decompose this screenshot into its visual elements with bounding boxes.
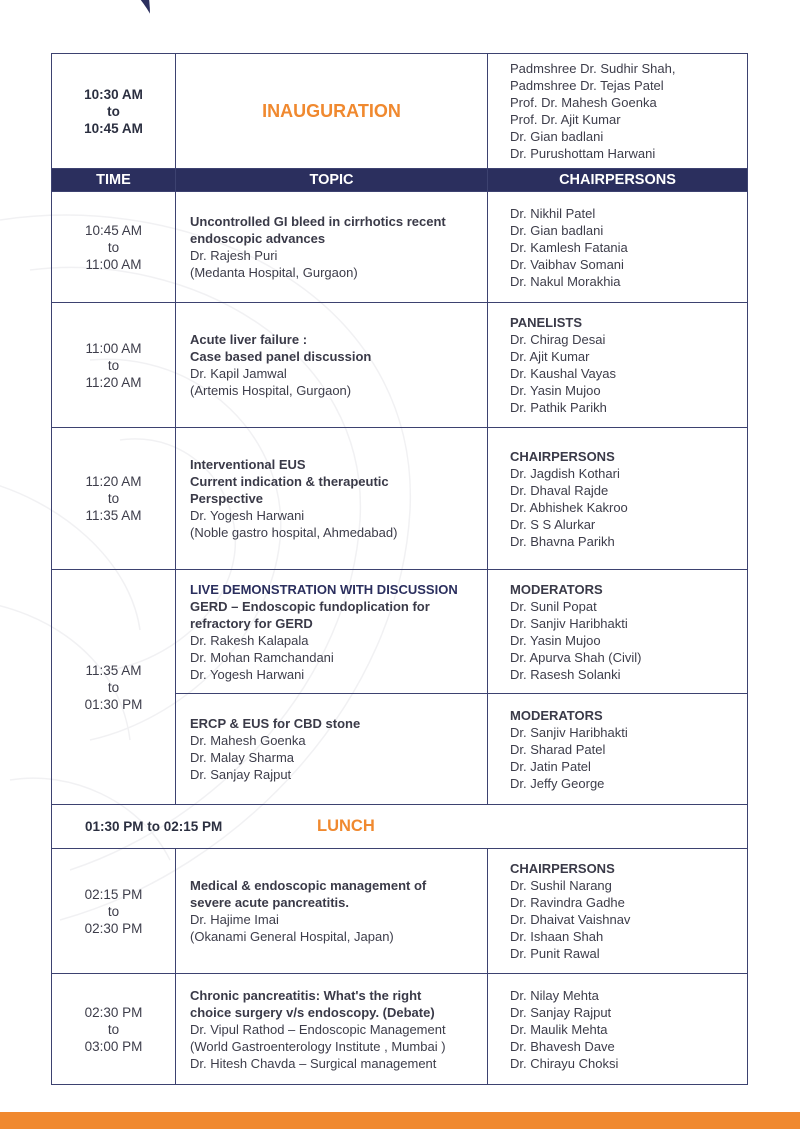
time-start: 11:35 AM	[85, 662, 142, 678]
topic-title: Case based panel discussion	[190, 349, 372, 364]
table-row	[52, 303, 748, 428]
table-row	[52, 570, 748, 694]
header-time: TIME	[52, 169, 176, 192]
chairperson: Dr. Nakul Morakhia	[510, 273, 621, 289]
panelist: Dr. Pathik Parikh	[510, 400, 607, 415]
inauguration-row	[52, 54, 748, 169]
speaker-affiliation: (Noble gastro hospital, Ahmedabad)	[190, 525, 398, 540]
speaker: Dr. Hajime Imai	[190, 912, 279, 927]
time-start: 02:15 PM	[84, 886, 143, 902]
header-chairpersons: CHAIRPERSONS	[488, 169, 748, 192]
speaker: Dr. Kapil Jamwal	[190, 366, 287, 381]
chairperson: Dr. Bhavna Parikh	[510, 533, 615, 549]
moderator: Dr. Sanjiv Haribhakti	[510, 724, 628, 740]
topic-title: severe acute pancreatitis.	[190, 895, 349, 910]
lunch-row	[52, 805, 748, 849]
live-demo-heading: LIVE DEMONSTRATION WITH DISCUSSION	[190, 581, 458, 597]
footer-bar	[0, 1112, 800, 1129]
chairperson: Dr. Sushil Narang	[510, 878, 612, 893]
session-chairs	[488, 192, 748, 303]
session-chairs	[488, 570, 748, 694]
chairperson: Dr. Nikhil Patel	[510, 205, 596, 221]
moderator: Dr. Jatin Patel	[510, 758, 591, 774]
time-end: 11:20 AM	[85, 374, 142, 390]
session-topic	[176, 192, 488, 303]
session-topic	[176, 694, 488, 805]
chairperson: Dr. Nilay Mehta	[510, 987, 599, 1003]
person: Prof. Dr. Mahesh Goenka	[510, 95, 657, 110]
table-row	[52, 849, 748, 974]
session-topic	[176, 974, 488, 1085]
session-topic	[176, 303, 488, 428]
session-time	[52, 570, 176, 805]
session-topic	[176, 428, 488, 570]
table-header	[52, 169, 748, 192]
chairperson: Dr. Jagdish Kothari	[510, 465, 620, 481]
lunch-time: 01:30 PM to 02:15 PM	[85, 818, 223, 834]
person: Prof. Dr. Ajit Kumar	[510, 112, 621, 127]
time-start: 10:30 AM	[84, 86, 143, 102]
time-to: to	[107, 679, 120, 695]
time-start: 11:00 AM	[85, 340, 142, 356]
time-to: to	[107, 1021, 120, 1037]
topic-title: Current indication & therapeutic	[190, 474, 389, 489]
table-row	[52, 428, 748, 570]
time-start: 11:20 AM	[85, 474, 142, 489]
time-to: to	[107, 491, 120, 506]
chairperson: Dr. Ishaan Shah	[510, 929, 604, 944]
chairperson: Dr. Maulik Mehta	[510, 1021, 608, 1037]
time-to: to	[107, 357, 120, 373]
speaker: Dr. Vipul Rathod – Endoscopic Management	[190, 1021, 446, 1037]
person: Padmshree Dr. Sudhir Shah,	[510, 61, 676, 76]
speaker: Dr. Hitesh Chavda – Surgical management	[190, 1055, 437, 1071]
chairperson: Dr. Chirayu Choksi	[510, 1055, 619, 1071]
inauguration-label: INAUGURATION	[176, 54, 488, 169]
chair-title: CHAIRPERSONS	[510, 861, 615, 876]
lunch-cell	[52, 805, 748, 849]
speaker: Dr. Malay Sharma	[190, 750, 295, 765]
topic-title: choice surgery v/s endoscopy. (Debate)	[190, 1004, 435, 1020]
chairperson: Dr. Dhaivat Vaishnav	[510, 912, 631, 927]
time-to: to	[107, 103, 120, 119]
session-chairs	[488, 303, 748, 428]
chairperson: Dr. Kamlesh Fatania	[510, 239, 628, 255]
speaker: Dr. Sanjay Rajput	[190, 767, 292, 782]
speaker: Dr. Rakesh Kalapala	[190, 632, 309, 648]
lunch-label: LUNCH	[317, 817, 375, 835]
time-start: 10:45 AM	[84, 222, 143, 238]
topic-title: Perspective	[190, 491, 263, 506]
speaker: Dr. Yogesh Harwani	[190, 666, 305, 682]
chairperson: Dr. Gian badlani	[510, 222, 604, 238]
panelist: Dr. Chirag Desai	[510, 332, 606, 347]
panelist: Dr. Ajit Kumar	[510, 349, 590, 364]
session-topic	[176, 570, 488, 694]
speaker: Dr. Yogesh Harwani	[190, 508, 305, 523]
chairperson: Dr. Dhaval Rajde	[510, 482, 609, 498]
topic-title: Interventional EUS	[190, 457, 306, 472]
table-row	[52, 192, 748, 303]
time-to: to	[107, 239, 120, 255]
chair-title: CHAIRPERSONS	[510, 448, 615, 464]
moderator: Dr. Apurva Shah (Civil)	[510, 649, 642, 665]
topic-title: Chronic pancreatitis: What's the right	[190, 987, 422, 1003]
inauguration-time	[52, 54, 176, 169]
person: Dr. Gian badlani	[510, 129, 604, 144]
chairperson: Dr. S S Alurkar	[510, 516, 596, 532]
moderator: Dr. Jeffy George	[510, 775, 605, 791]
session-time	[52, 428, 176, 570]
speaker-affiliation: (Medanta Hospital, Gurgaon)	[190, 265, 358, 280]
chairperson: Dr. Vaibhav Somani	[510, 256, 624, 272]
session-chairs	[488, 694, 748, 805]
moderator: Dr. Sharad Patel	[510, 741, 606, 757]
time-end: 02:30 PM	[84, 920, 143, 936]
time-end: 11:35 AM	[85, 508, 142, 523]
moderator: Dr. Rasesh Solanki	[510, 666, 621, 682]
session-time	[52, 303, 176, 428]
speaker-affiliation: (Okanami General Hospital, Japan)	[190, 929, 394, 944]
session-chairs	[488, 428, 748, 570]
topic-title: Uncontrolled GI bleed in cirrhotics recent	[190, 214, 446, 229]
topic-title: ERCP & EUS for CBD stone	[190, 716, 361, 731]
session-time	[52, 192, 176, 303]
time-start: 02:30 PM	[84, 1004, 143, 1020]
moderator: Dr. Yasin Mujoo	[510, 632, 601, 648]
time-end: 11:00 AM	[85, 256, 142, 272]
chairperson: Dr. Ravindra Gadhe	[510, 895, 625, 910]
topic-title: GERD – Endoscopic fundoplication for	[190, 598, 430, 614]
session-chairs	[488, 974, 748, 1085]
speaker: Dr. Mahesh Goenka	[190, 733, 306, 748]
speaker: Dr. Rajesh Puri	[190, 248, 278, 263]
table-row	[52, 974, 748, 1085]
schedule-table	[51, 53, 748, 1085]
inauguration-people	[488, 54, 748, 169]
chairperson: Dr. Abhishek Kakroo	[510, 499, 628, 515]
panelist: Dr. Kaushal Vayas	[510, 366, 616, 381]
chairperson: Dr. Sanjay Rajput	[510, 1004, 612, 1020]
person: Padmshree Dr. Tejas Patel	[510, 78, 664, 93]
header-topic: TOPIC	[176, 169, 488, 192]
chair-title: PANELISTS	[510, 315, 582, 330]
moderator: Dr. Sunil Popat	[510, 598, 597, 614]
time-end: 03:00 PM	[84, 1038, 143, 1054]
chair-title: MODERATORS	[510, 707, 603, 723]
topic-title: Acute liver failure :	[190, 332, 308, 347]
person: Dr. Purushottam Harwani	[510, 146, 656, 161]
session-topic	[176, 849, 488, 974]
speaker-affiliation: (Artemis Hospital, Gurgaon)	[190, 383, 352, 398]
topic-title: refractory for GERD	[190, 615, 313, 631]
time-end: 01:30 PM	[84, 696, 143, 712]
time-end: 10:45 AM	[84, 120, 143, 136]
time-to: to	[107, 903, 120, 919]
topic-title: Medical & endoscopic management of	[190, 878, 427, 893]
topic-title: endoscopic advances	[190, 231, 326, 246]
session-chairs	[488, 849, 748, 974]
chair-title: MODERATORS	[510, 581, 603, 597]
session-time	[52, 849, 176, 974]
speaker: Dr. Mohan Ramchandani	[190, 649, 334, 665]
moderator: Dr. Sanjiv Haribhakti	[510, 615, 628, 631]
panelist: Dr. Yasin Mujoo	[510, 383, 601, 398]
chairperson: Dr. Bhavesh Dave	[510, 1038, 615, 1054]
speaker-affiliation: (World Gastroenterology Institute , Mumbai )	[190, 1038, 446, 1054]
chairperson: Dr. Punit Rawal	[510, 946, 600, 961]
session-time	[52, 974, 176, 1085]
